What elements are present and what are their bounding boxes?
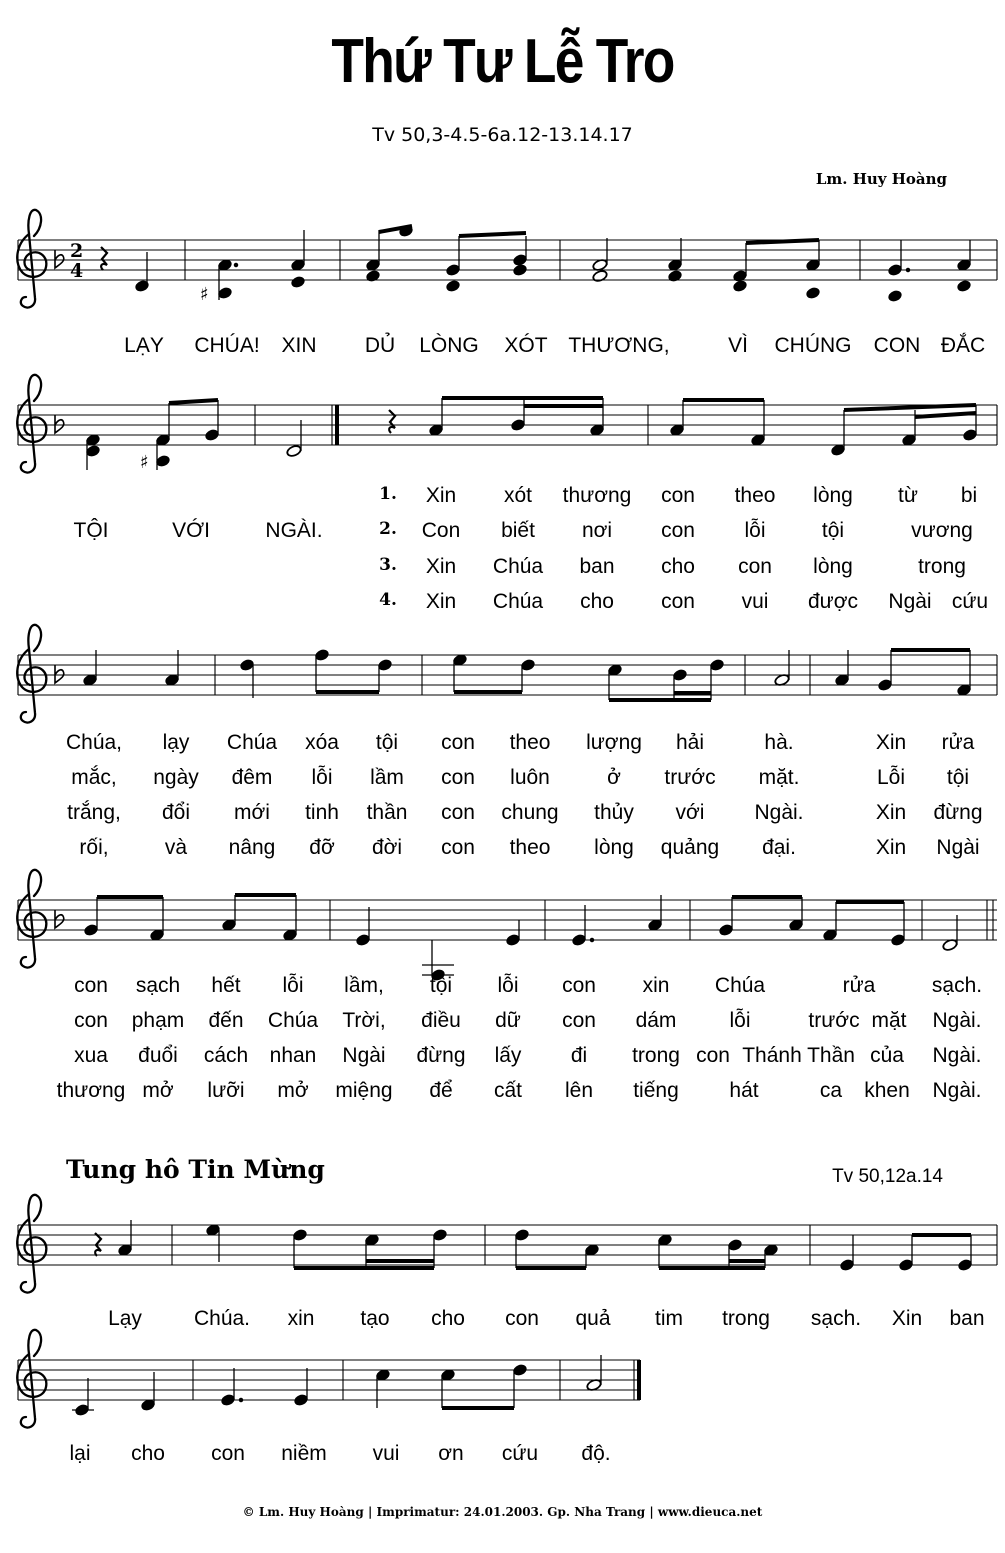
lyric-word: Ngài <box>888 590 932 613</box>
lyric-word: cách <box>203 1044 249 1067</box>
lyric-word: tội <box>429 974 453 997</box>
lyric-word: Chúa <box>226 731 278 754</box>
lyric-word: để <box>429 1079 453 1102</box>
lyric-word: mở <box>277 1079 309 1102</box>
lyric-word: đỡ <box>309 836 335 859</box>
lyric-word: lỗi <box>497 974 519 997</box>
lyric-word: Xin <box>875 836 907 859</box>
lyric-word: con <box>562 974 596 997</box>
lyric-word: con <box>562 1009 596 1032</box>
lyric-word: DỦ <box>364 334 396 357</box>
lyric-word: lỗi <box>744 519 766 542</box>
lyric-word: bi <box>960 484 978 507</box>
psalm-reference: Tv 50,3-4.5-6a.12-13.14.17 <box>372 124 633 146</box>
lyric-word: Ngài. <box>932 1009 982 1032</box>
lyric-word: VÌ <box>728 334 748 357</box>
lyric-word: xóa <box>305 731 339 754</box>
lyrics-verse-1-line-3 <box>0 974 1005 1004</box>
lyric-word: con <box>661 484 695 507</box>
lyric-word: Xin <box>425 484 457 507</box>
lyric-word: tội <box>946 766 970 789</box>
lyric-word: cho <box>431 1307 465 1330</box>
lyric-word: sạch. <box>810 1307 862 1330</box>
lyric-word: quả <box>575 1307 611 1330</box>
lyric-word: tạo <box>360 1307 390 1330</box>
lyric-word: Chúa, <box>65 731 123 754</box>
lyrics-verse-3-line-1 <box>0 555 1005 585</box>
lyric-word: con <box>696 1044 730 1067</box>
lyric-word: của <box>870 1044 904 1067</box>
lyric-word: lòng <box>594 836 634 859</box>
lyric-word: XIN <box>281 334 317 357</box>
lyric-word: quảng <box>660 836 720 859</box>
lyric-word: Thánh <box>742 1044 802 1067</box>
verse-number: 4. <box>379 590 397 610</box>
lyric-word: thương <box>562 484 632 507</box>
notes-system-4 <box>84 895 959 981</box>
lyric-word: VỚI <box>172 519 210 542</box>
lyric-word: lầm, <box>344 974 384 997</box>
lyric-word: Ngài <box>342 1044 386 1067</box>
lyric-word: Thần <box>807 1044 855 1067</box>
notes-system-3 <box>83 649 972 700</box>
lyric-word: lượng <box>586 731 642 754</box>
copyright-footer: © Lm. Huy Hoàng | Imprimatur: 24.01.2003. Gp. Nha Trang | www.dieuca.net <box>242 1505 763 1519</box>
lyric-word: cứu <box>501 1442 539 1465</box>
notes-system-1 <box>135 225 972 305</box>
lyric-word: con <box>441 801 475 824</box>
lyric-word: biết <box>501 519 535 542</box>
lyric-word: tội <box>821 519 845 542</box>
lyric-word: niềm <box>281 1442 327 1465</box>
lyric-word: Xin <box>875 801 907 824</box>
lyric-word: nâng <box>228 836 276 859</box>
lyric-word: đời <box>371 836 403 859</box>
lyric-word: con <box>738 555 772 578</box>
lyric-word: thủy <box>594 801 634 824</box>
lyric-word: hà. <box>764 731 794 754</box>
lyric-word: vương <box>911 519 973 542</box>
lyric-word: TỘI <box>73 519 109 542</box>
svg-text:2: 2 <box>70 240 84 262</box>
lyric-word: con <box>211 1442 245 1465</box>
lyric-word: xua <box>74 1044 108 1067</box>
lyric-word: đi <box>570 1044 588 1067</box>
lyric-word: Chúa. <box>193 1307 251 1330</box>
lyric-word: đừng <box>933 801 983 824</box>
lyric-word: Xin <box>875 731 907 754</box>
lyric-word: lạy <box>162 731 190 754</box>
lyric-word: và <box>164 836 188 859</box>
lyric-word: cho <box>661 555 695 578</box>
lyric-word: được <box>807 590 859 613</box>
lyric-word: tim <box>655 1307 683 1330</box>
svg-text:♯: ♯ <box>140 452 149 473</box>
lyric-word: rửa <box>842 974 876 997</box>
lyric-word: Xin <box>425 590 457 613</box>
lyric-word: cất <box>493 1079 523 1102</box>
lyric-word: con <box>661 519 695 542</box>
lyric-word: dữ <box>495 1009 521 1032</box>
lyric-word: theo <box>509 836 551 859</box>
lyrics-refrain-line-1 <box>0 334 1005 364</box>
lyric-word: cho <box>131 1442 165 1465</box>
lyric-word: ở <box>607 766 621 789</box>
lyric-word: đổi <box>161 801 191 824</box>
lyric-word: đừng <box>416 1044 466 1067</box>
lyric-word: điều <box>421 1009 461 1032</box>
lyric-word: lầm <box>370 766 404 789</box>
lyrics-verse-3-line-3 <box>0 1044 1005 1074</box>
lyric-word: NGÀI. <box>265 519 323 542</box>
lyric-word: lỗi <box>729 1009 751 1032</box>
lyrics-verse-4-line-3 <box>0 1079 1005 1109</box>
lyric-word: con <box>661 590 695 613</box>
svg-text:4: 4 <box>70 260 84 282</box>
lyric-word: xin <box>287 1307 315 1330</box>
lyric-word: LÒNG <box>419 334 479 357</box>
lyric-word: luôn <box>510 766 550 789</box>
lyric-word: CON <box>873 334 921 357</box>
lyric-word: tội <box>375 731 399 754</box>
lyric-word: theo <box>734 484 776 507</box>
lyric-word: Chúa <box>714 974 766 997</box>
composer-name: Lm. Huy Hoàng <box>815 170 947 188</box>
lyrics-verse-2-line-3 <box>0 1009 1005 1039</box>
lyric-word: THƯƠNG, <box>568 334 670 357</box>
lyric-word: nhan <box>269 1044 317 1067</box>
lyric-word: hát <box>729 1079 759 1102</box>
notes-system-5 <box>95 1220 972 1271</box>
lyric-word: nơi <box>581 519 613 542</box>
lyric-word: xót <box>503 484 533 507</box>
lyric-word: dám <box>635 1009 677 1032</box>
lyric-word: trong <box>918 555 966 578</box>
gospel-acclamation-reference: Tv 50,12a.14 <box>832 1166 943 1187</box>
lyric-word: tinh <box>305 801 339 824</box>
lyric-word: chung <box>501 801 559 824</box>
verse-number: 2. <box>379 519 397 539</box>
lyric-word: ban <box>949 1307 985 1330</box>
lyric-word: LẠY <box>124 334 164 357</box>
lyric-word: con <box>74 1009 108 1032</box>
lyric-word: hải <box>675 731 705 754</box>
lyric-word: Chúa <box>267 1009 319 1032</box>
lyric-word: Xin <box>425 555 457 578</box>
lyric-word: lỗi <box>282 974 304 997</box>
lyrics-verse-2-line-1 <box>0 519 1005 549</box>
lyric-word: ngày <box>153 766 199 789</box>
lyric-word: theo <box>509 731 551 754</box>
lyric-word: Lạy <box>108 1307 142 1330</box>
lyric-word: lòng <box>813 484 853 507</box>
lyrics-verse-4-line-2 <box>0 836 1005 866</box>
lyrics-acclamation-line-1 <box>0 1307 1005 1337</box>
lyric-word: mặt <box>871 1009 907 1032</box>
lyrics-verse-2-line-2 <box>0 766 1005 796</box>
lyric-word: ca <box>819 1079 843 1102</box>
lyric-word: độ. <box>581 1442 611 1465</box>
lyric-word: cho <box>580 590 614 613</box>
lyric-word: Lỗi <box>876 766 906 789</box>
lyric-word: tiếng <box>633 1079 679 1102</box>
verse-number: 3. <box>379 555 397 575</box>
lyric-word: cứu <box>951 590 989 613</box>
lyric-word: mở <box>142 1079 174 1102</box>
lyric-word: Ngài. <box>754 801 804 824</box>
lyric-word: trong <box>722 1307 770 1330</box>
notes-system-6 <box>72 1355 602 1416</box>
lyric-word: mắc, <box>71 766 117 789</box>
lyric-word: thần <box>366 801 408 824</box>
lyric-word: Ngài. <box>932 1079 982 1102</box>
lyric-word: XÓT <box>504 334 548 357</box>
svg-text:♯: ♯ <box>200 284 209 305</box>
lyric-word: CHÚA! <box>194 334 260 357</box>
lyric-word: trắng, <box>67 801 121 824</box>
lyrics-verse-3-line-2 <box>0 801 1005 831</box>
lyric-word: đuổi <box>138 1044 178 1067</box>
lyric-word: ban <box>579 555 615 578</box>
lyric-word: sạch <box>135 974 181 997</box>
lyric-word: rửa <box>941 731 975 754</box>
lyric-word: lỗi <box>311 766 333 789</box>
gospel-acclamation-title: Tung hô Tin Mừng <box>66 1155 325 1184</box>
lyric-word: mặt. <box>758 766 800 789</box>
lyric-word: đại. <box>762 836 796 859</box>
lyric-word: Ngài <box>936 836 980 859</box>
lyric-word: con <box>505 1307 539 1330</box>
lyrics-verse-4-line-1 <box>0 590 1005 620</box>
lyric-word: Chúa <box>492 590 544 613</box>
lyric-word: trong <box>632 1044 680 1067</box>
lyric-word: Trời, <box>342 1009 386 1032</box>
lyric-word: mới <box>234 801 270 824</box>
lyric-word: vui <box>372 1442 400 1465</box>
lyric-word: phạm <box>131 1009 185 1032</box>
lyric-word: Chúa <box>492 555 544 578</box>
verse-number: 1. <box>379 484 397 504</box>
lyric-word: đến <box>208 1009 244 1032</box>
lyric-word: hết <box>211 974 241 997</box>
lyric-word: con <box>441 731 475 754</box>
lyric-word: Con <box>421 519 461 542</box>
lyric-word: ĐẮC <box>940 334 986 357</box>
lyric-word: từ <box>898 484 918 507</box>
lyric-word: CHÚNG <box>774 334 852 357</box>
lyric-word: với <box>675 801 705 824</box>
lyric-word: Xin <box>891 1307 923 1330</box>
lyric-word: vui <box>741 590 769 613</box>
lyric-word: con <box>441 766 475 789</box>
lyric-word: con <box>74 974 108 997</box>
lyrics-verse-1-line-1 <box>0 484 1005 514</box>
lyric-word: rối, <box>79 836 109 859</box>
lyric-word: trước <box>664 766 716 789</box>
lyric-word: khen <box>864 1079 910 1102</box>
lyric-word: con <box>441 836 475 859</box>
staff-system-5 <box>18 1225 997 1265</box>
lyric-word: sạch. <box>931 974 983 997</box>
song-title: Thứ Tư Lễ Tro <box>331 27 674 96</box>
lyric-word: thương <box>56 1079 126 1102</box>
lyric-word: lên <box>564 1079 594 1102</box>
lyrics-acclamation-line-2 <box>0 1442 1005 1472</box>
lyric-word: lấy <box>494 1044 522 1067</box>
lyric-word: lưỡi <box>207 1079 245 1102</box>
lyric-word: miệng <box>335 1079 393 1102</box>
staff-system-3 <box>18 655 997 695</box>
lyric-word: xin <box>642 974 670 997</box>
lyric-word: trước <box>808 1009 860 1032</box>
lyric-word: ơn <box>438 1442 464 1465</box>
staff-system-1 <box>18 240 997 280</box>
lyric-word: Ngài. <box>932 1044 982 1067</box>
lyrics-verse-1-line-2 <box>0 731 1005 761</box>
lyric-word: lòng <box>813 555 853 578</box>
lyric-word: đêm <box>231 766 273 789</box>
staff-system-6 <box>18 1360 640 1400</box>
staff-system-4 <box>18 900 997 940</box>
lyric-word: lại <box>69 1442 91 1465</box>
